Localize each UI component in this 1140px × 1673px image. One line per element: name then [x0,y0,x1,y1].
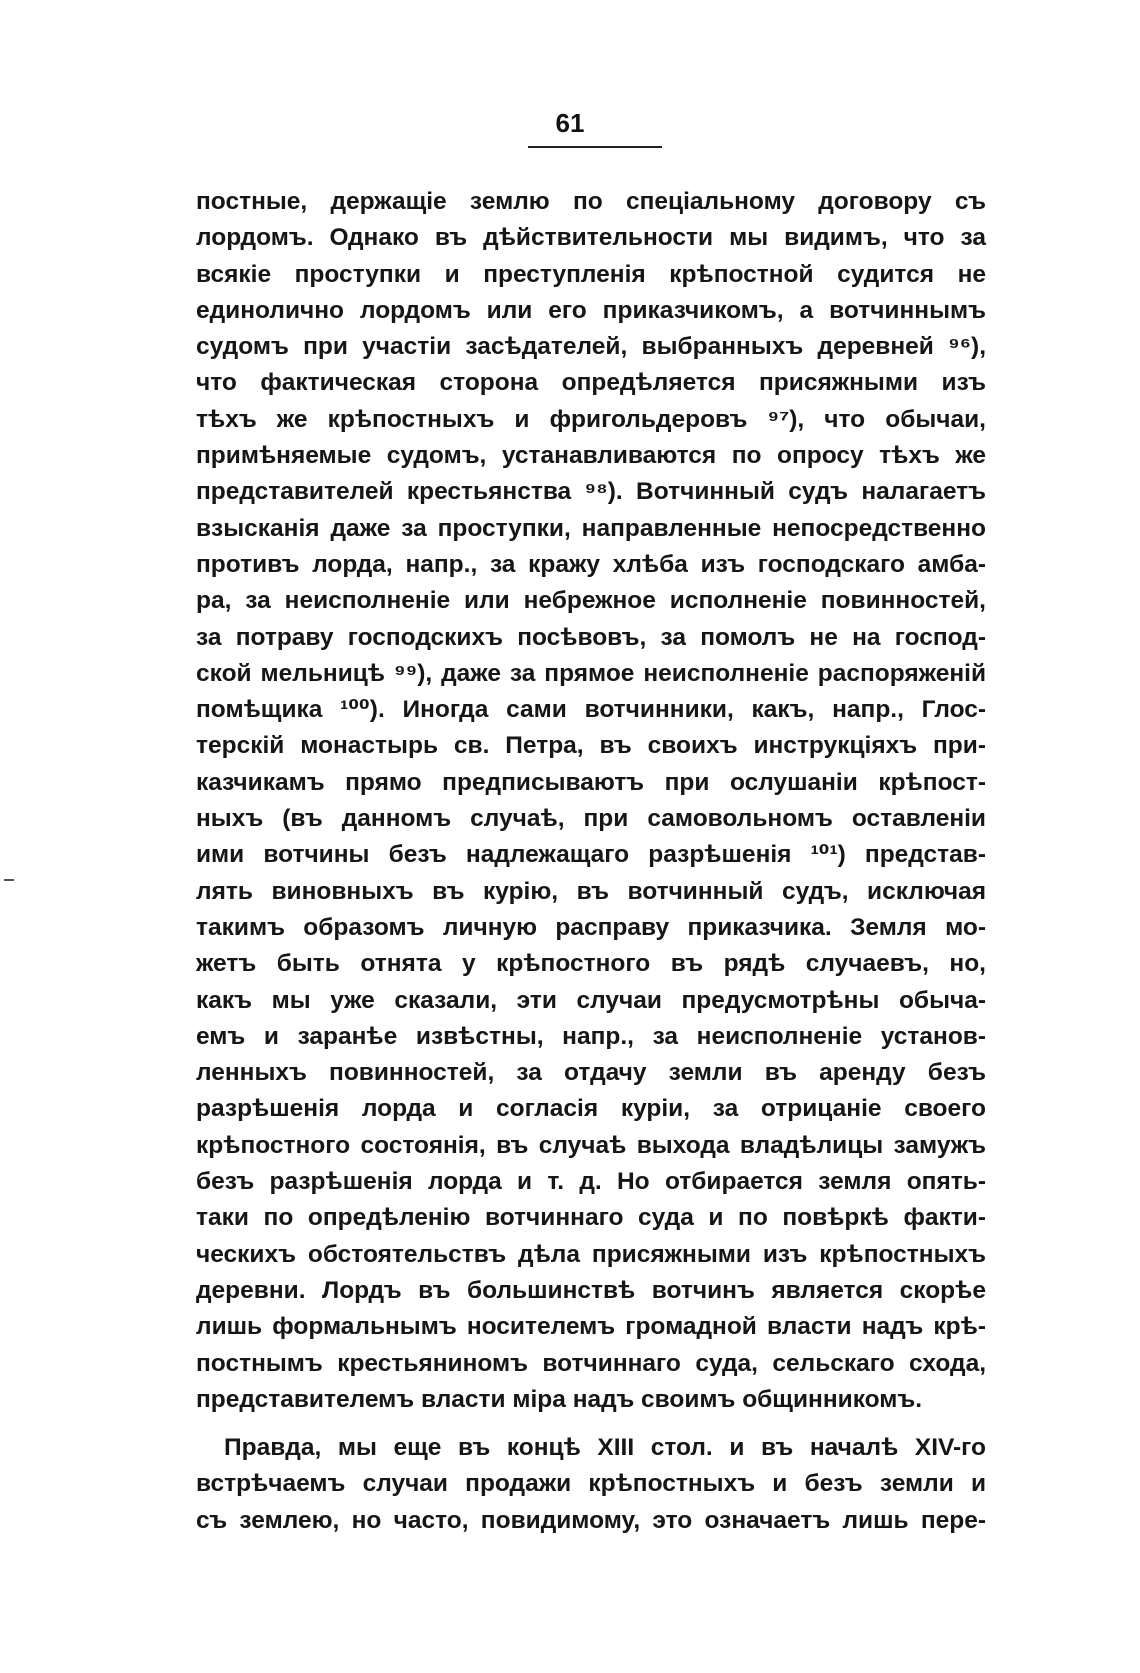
text-line: жетъ быть отнята у крѣпостного въ рядѣ случаевъ, но, [196,950,986,978]
text-line: помѣщика ¹⁰⁰). Иногда сами вотчинники, какъ, напр., Глос- [196,696,986,724]
paragraph [196,1430,986,1539]
text-line: съ землею, но часто, повидимому, это означаетъ лишь пере- [196,1506,986,1534]
text-line: постнымъ крестьяниномъ вотчиннаго суда, сельскаго схода, [196,1349,986,1377]
text-line: ими вотчины безъ надлежащаго разрѣшенія ¹⁰¹) представ- [196,841,986,869]
text-line: ской мельницѣ ⁹⁹), даже за прямое неисполненіе распоряженій [196,659,986,687]
paragraph [196,184,986,1418]
text-line: лордомъ. Однако въ дѣйствительности мы видимъ, что за [196,224,986,252]
text-line: встрѣчаемъ случаи продажи крѣпостныхъ и безъ земли и [196,1470,986,1498]
text-line: всякіе проступки и преступленія крѣпостной судится не [196,260,986,288]
text-line: что фактическая сторона опредѣляется присяжными изъ [196,369,986,397]
text-line: противъ лорда, напр., за кражу хлѣба изъ господскаго амба- [196,550,986,578]
text-line: представителемъ власти міра надъ своимъ общинникомъ. [196,1385,923,1413]
text-line: терскій монастырь св. Петра, въ своихъ инструкціяхъ при- [196,732,986,760]
text-line: казчикамъ прямо предписываютъ при ослушаніи крѣпост- [196,768,986,796]
text-line: представителей крестьянства ⁹⁸). Вотчинный судъ налагаетъ [196,478,986,506]
text-line: примѣняемые судомъ, устанавливаются по опросу тѣхъ же [196,442,986,470]
margin-mark [4,879,14,881]
body-text [196,184,986,1539]
text-line: лять виновныхъ въ курію, въ вотчинный судъ, исключая [196,877,986,905]
text-line: емъ и заранѣе извѣстны, напр., за неисполненіе установ- [196,1022,986,1050]
text-line: какъ мы уже сказали, эти случаи предусмотрѣны обыча- [196,986,986,1014]
text-line: ра, за неисполненіе или небрежное исполненіе повинностей, [196,587,986,615]
text-line: безъ разрѣшенія лорда и т. д. Но отбирается земля опять- [196,1168,986,1196]
page-number: 61 [555,108,585,138]
text-line: единолично лордомъ или его приказчикомъ, а вотчиннымъ [196,296,986,324]
page-number-rule [528,146,662,148]
text-line: крѣпостного состоянія, въ случаѣ выхода владѣлицы замужъ [196,1131,986,1159]
text-line: за потраву господскихъ посѣвовъ, за помолъ не на господ- [196,623,986,651]
text-line: судомъ при участіи засѣдателей, выбранныхъ деревней ⁹⁶), [196,333,986,361]
text-line: ленныхъ повинностей, за отдачу земли въ аренду безъ [196,1059,986,1087]
text-line: Правда, мы еще въ концѣ XIII стол. и въ началѣ XIV-го [224,1434,986,1462]
text-line: ческихъ обстоятельствъ дѣла присяжными изъ крѣпостныхъ [196,1240,986,1268]
text-line: лишь формальнымъ носителемъ громадной власти надъ крѣ- [196,1313,986,1341]
text-line: деревни. Лордъ въ большинствѣ вотчинъ является скорѣе [196,1276,986,1304]
text-line: разрѣшенія лорда и согласія куріи, за отрицаніе своего [196,1095,986,1123]
text-line: взысканія даже за проступки, направленные непосредственно [196,514,986,542]
text-line: постные, держащіе землю по спеціальному договору съ [196,188,986,215]
paragraph-gap [196,1418,986,1430]
text-line: ныхъ (въ данномъ случаѣ, при самовольномъ оставленіи [196,805,986,833]
text-line: таки по опредѣленію вотчиннаго суда и по повѣркѣ факти- [196,1204,986,1232]
text-line: тѣхъ же крѣпостныхъ и фригольдеровъ ⁹⁷), что обычаи, [196,405,986,433]
text-line: такимъ образомъ личную расправу приказчика. Земля мо- [196,913,986,941]
